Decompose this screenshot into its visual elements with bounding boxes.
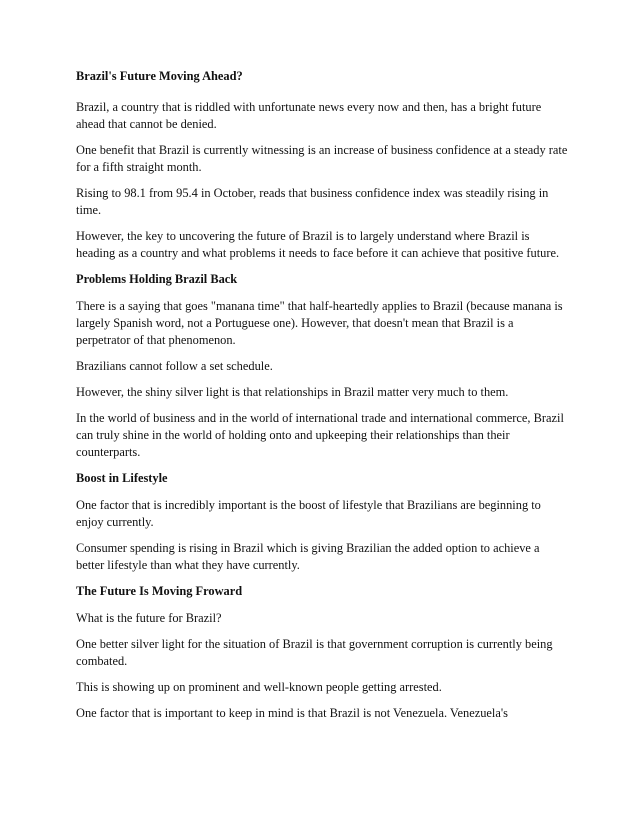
paragraph: This is showing up on prominent and well-known people getting arrested.: [76, 680, 442, 694]
section-heading-future: The Future Is Moving Froward: [76, 584, 243, 598]
paragraph: Consumer spending is rising in Brazil which is giving Brazilian the added option to achieve a better lifestyle than what they have currently.: [76, 541, 540, 572]
paragraph: One benefit that Brazil is currently witnessing is an increase of business confidence at a steady rate for a fifth straight month.: [76, 143, 568, 174]
paragraph: One factor that is incredibly important is the boost of lifestyle that Brazilians are beginning to enjoy currently.: [76, 498, 541, 529]
paragraph: Brazilians cannot follow a set schedule.: [76, 359, 273, 373]
paragraph: However, the key to uncovering the future of Brazil is to largely understand where Brazil is heading as a country and what problems it needs to face before it can achieve that positive future.: [76, 229, 560, 260]
paragraph: One factor that is important to keep in mind is that Brazil is not Venezuela. Venezuela's: [76, 706, 508, 720]
section-heading-problems: Problems Holding Brazil Back: [76, 272, 238, 286]
section-heading-lifestyle: Boost in Lifestyle: [76, 471, 168, 485]
document-title: Brazil's Future Moving Ahead?: [76, 69, 243, 83]
paragraph: One better silver light for the situation of Brazil is that government corruption is currently being combated.: [76, 637, 553, 668]
document-body: [76, 68, 568, 731]
paragraph: Rising to 98.1 from 95.4 in October, reads that business confidence index was steadily rising in time.: [76, 186, 549, 217]
paragraph: In the world of business and in the world of international trade and international commerce, Brazil can truly shine in the world of holding onto and upkeeping their relationships than their counterparts.: [76, 411, 564, 459]
paragraph: However, the shiny silver light is that relationships in Brazil matter very much to them.: [76, 385, 509, 399]
paragraph: There is a saying that goes "manana time" that half-heartedly applies to Brazil (because manana is largely Spanish word, not a Portuguese one). However, that doesn't mean that Brazil is a perpetrator of that phenomenon.: [76, 299, 563, 347]
paragraph: What is the future for Brazil?: [76, 611, 222, 625]
paragraph: Brazil, a country that is riddled with unfortunate news every now and then, has a bright future ahead that cannot be denied.: [76, 100, 542, 131]
